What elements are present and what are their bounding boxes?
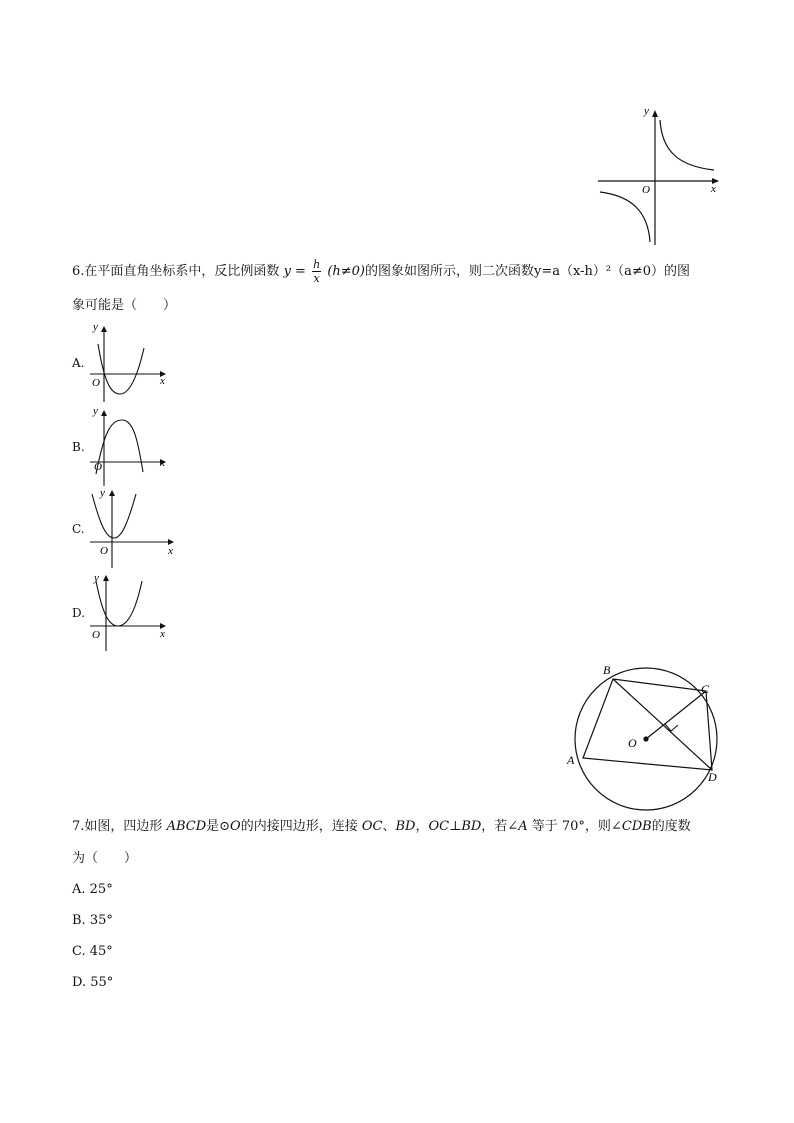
q7-number: 7. bbox=[72, 819, 85, 834]
y-label: y bbox=[644, 105, 649, 117]
svg-text:y: y bbox=[93, 405, 98, 417]
option-b-graph[interactable] bbox=[88, 402, 173, 487]
q7-choice-a[interactable]: A. 25° bbox=[72, 882, 113, 897]
q6-line2: 象可能是（ ） bbox=[72, 298, 177, 313]
q7-abcd: ABCD bbox=[166, 819, 207, 834]
svg-text:O: O bbox=[92, 629, 100, 641]
q7-o: O bbox=[230, 819, 241, 834]
q7-line2: 为（ ） bbox=[72, 851, 138, 866]
q7-text-e: 等于 70°，则∠ bbox=[531, 819, 622, 834]
q7-cdb: CDB bbox=[621, 819, 652, 834]
label-b: B bbox=[603, 663, 611, 677]
q6-text-a: 在平面直角坐标系中，反比例函数 bbox=[84, 264, 280, 279]
svg-text:y: y bbox=[94, 572, 99, 584]
svg-text:O: O bbox=[94, 461, 102, 473]
svg-text:O: O bbox=[92, 377, 100, 389]
svg-text:O: O bbox=[100, 545, 108, 557]
svg-text:x: x bbox=[160, 628, 165, 640]
right-angle-mark bbox=[665, 724, 678, 731]
center-point bbox=[643, 736, 648, 741]
q7-choice-b[interactable]: B. 35° bbox=[72, 913, 113, 928]
q6-frac-den: x bbox=[313, 272, 320, 285]
option-a-graph[interactable] bbox=[88, 318, 173, 403]
svg-text:x: x bbox=[168, 545, 173, 557]
svg-text:y: y bbox=[93, 321, 98, 333]
label-c: C bbox=[701, 682, 710, 696]
x-label: x bbox=[711, 183, 716, 195]
q7-text-b: 是⊙ bbox=[206, 819, 231, 834]
origin-label: O bbox=[642, 184, 650, 196]
q7-oc-perp-bd: OC⊥BD bbox=[428, 819, 482, 834]
q6-fraction bbox=[312, 259, 321, 284]
q7-text-a: 如图，四边形 bbox=[84, 819, 163, 834]
option-a-label[interactable]: A. bbox=[72, 356, 85, 370]
circle-quadrilateral-figure bbox=[560, 660, 735, 815]
y-axis-arrow bbox=[652, 110, 658, 117]
svg-text:y: y bbox=[100, 487, 105, 499]
label-d: D bbox=[708, 770, 717, 784]
option-b-label[interactable]: B. bbox=[72, 440, 85, 454]
hyperbola-branch-q3 bbox=[600, 192, 650, 242]
q7-choice-c[interactable]: C. 45° bbox=[72, 944, 113, 959]
diagonal-bd bbox=[613, 679, 712, 770]
q7-text-f: 的度数 bbox=[651, 819, 691, 834]
q7-text-d: ，若∠ bbox=[481, 819, 519, 834]
option-d-label[interactable]: D. bbox=[72, 606, 86, 620]
label-a: A bbox=[567, 753, 575, 767]
q6-frac-num: h bbox=[313, 258, 321, 271]
q6-cond-h: (h≠0) bbox=[327, 264, 365, 279]
q7-oc: OC bbox=[361, 819, 383, 834]
q6-text-c: 的图 bbox=[664, 264, 691, 279]
svg-text:x: x bbox=[160, 457, 165, 469]
q6-text-b: 的图象如图所示，则二次函数 bbox=[365, 264, 535, 279]
hyperbola-figure bbox=[592, 100, 727, 250]
q7-line1 bbox=[72, 819, 691, 835]
q7-sep2: ， bbox=[415, 819, 429, 834]
q6-number: 6. bbox=[72, 264, 85, 279]
q6-quad-fn: y=a（x-h）²（a≠0） bbox=[534, 264, 664, 279]
q7-a: A bbox=[518, 819, 528, 834]
option-d-graph[interactable] bbox=[88, 567, 173, 652]
option-c-graph[interactable] bbox=[88, 484, 178, 569]
q6-line1 bbox=[72, 259, 690, 284]
option-c-label[interactable]: C. bbox=[72, 522, 85, 536]
segment-oc bbox=[646, 691, 706, 739]
svg-text:x: x bbox=[160, 375, 165, 387]
q7-bd: BD bbox=[395, 819, 416, 834]
label-o: O bbox=[628, 736, 637, 750]
q7-text-c: 的内接四边形，连接 bbox=[240, 819, 358, 834]
hyperbola-branch-q1 bbox=[660, 120, 714, 170]
quadrilateral-abcd bbox=[583, 679, 712, 770]
q7-sep1: 、 bbox=[382, 819, 396, 834]
q6-y-eq: y = bbox=[283, 264, 306, 279]
q7-choice-d[interactable]: D. 55° bbox=[72, 975, 114, 990]
